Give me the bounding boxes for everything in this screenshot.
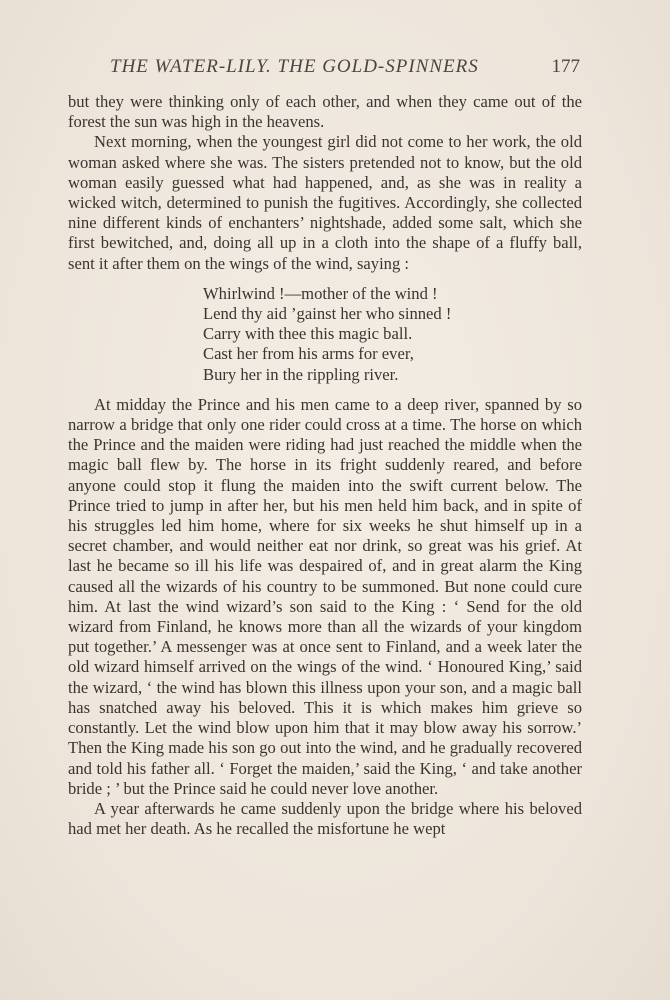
paragraph: but they were thinking only of each other, and when they came out of the forest the sun was high in the heavens.: [68, 92, 582, 132]
verse-line: Whirlwind !—mother of the wind !: [203, 283, 438, 303]
verse-line: Lend thy aid ’gainst her who sinned !: [203, 304, 452, 324]
running-header: [110, 56, 580, 78]
page-body: [68, 92, 582, 839]
running-title: THE WATER-LILY. THE GOLD-SPINNERS: [110, 56, 479, 77]
paragraph: A year afterwards he came suddenly upon the bridge where his beloved had met her death. As he recalled the misfortune he wept: [68, 798, 582, 839]
verse-block: [203, 284, 582, 385]
verse-line: Carry with thee this magic ball.: [203, 324, 413, 344]
verse-line: Bury her in the rippling river.: [203, 364, 399, 384]
paragraph: At midday the Prince and his men came to a deep river, spanned by so narrow a bridge that only one rider could cross at a time. The horse on which the Prince and the maiden were riding had just reached the middle when the magic ball flew by. The horse in its fright suddenly reared, and before anyone could stop it flung the maiden into the swift current below. The Prince tried to jump in after her, but his men held him back, and in spite of his struggles led him home, where for six weeks he shut himself up in a secret chamber, and would neither eat nor drink, so great was his grief. At last he became so ill his life was despaired of, and in great alarm the King caused all the wizards of his country to be summoned. But none could cure him. At last the wind wizard’s son said to the King : ‘ Send for the old wizard from Finland, he knows more than all the wizards of your kingdom put together.’ A messenger was at once sent to Finland, and a week later the old wizard himself arrived on the wings of the wind. ‘ Honoured King,’ said the wizard, ‘ the wind has blown this illness upon your son, and a magic ball has snatched away his beloved. This it is which makes him grieve so constantly. Let the wind blow upon him that it may blow away his sorrow.’ Then the King made his son go out into the wind, and he gradually recovered and told his father all. ‘ Forget the maiden,’ said the King, ‘ and take another bride ; ’ but the Prince said he could never love another.: [68, 394, 582, 798]
verse-line: Cast her from his arms for ever,: [203, 344, 414, 364]
paragraph: Next morning, when the youngest girl did not come to her work, the old woman asked where she was. The sisters pretended not to know, but the old woman easily guessed what had happened, and, as she was in reality a wicked witch, determined to punish the fugitives. Accordingly, she collected nine different kinds of enchanters’ nightshade, added some salt, which she first bewitched, and, doing all up in a cloth into the shape of a fluffy ball, sent it after them on the wings of the wind, saying :: [68, 132, 582, 273]
page-number: 177: [551, 56, 580, 77]
